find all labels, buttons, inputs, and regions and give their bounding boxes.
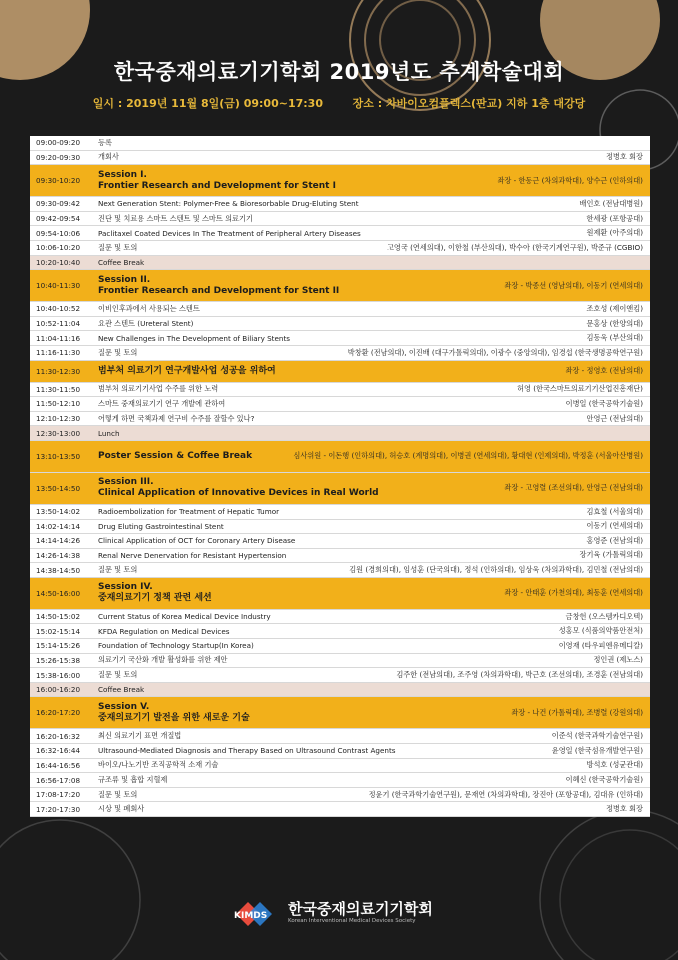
session-row (30, 441, 650, 473)
time-cell: 10:06-10:20 (36, 243, 81, 253)
session-subtitle: Frontier Research and Development for Stent II (98, 285, 340, 296)
speaker-cell: 정병호 회장 (605, 152, 643, 162)
speaker-cell: 좌장 - 정영호 (전남의대) (565, 366, 643, 376)
time-cell: 17:08-17:20 (36, 790, 81, 800)
break-row (30, 256, 650, 271)
session-row (30, 165, 650, 197)
time-cell: 09:20-09:30 (36, 152, 81, 162)
program-cell (98, 317, 193, 331)
time-cell: 11:30-11:50 (36, 384, 81, 394)
program-title: 등록 (98, 137, 112, 147)
program-cell (98, 197, 359, 211)
speaker-cell: 김주한 (전남의대), 조주영 (차의과학대), 박근호 (조선의대), 조경훈 (전남의대) (396, 670, 643, 680)
speaker-cell: 성홍모 (식품의약품안전처) (558, 626, 643, 636)
speaker-cell: 문홍상 (한양의대) (586, 318, 643, 328)
speaker-cell: 정윤기 (한국과학기술연구원), 문재연 (차의과학대), 장진아 (포항공대), 김대유 (인하대) (368, 789, 643, 799)
schedule-row (30, 639, 650, 654)
speaker-cell: 좌장 - 한동근 (차의과학대), 양수근 (인하의대) (497, 175, 643, 185)
speaker-cell: 좌장 - 나건 (가톨릭대), 조병렬 (강원의대) (511, 707, 643, 717)
speaker-cell: 정인권 (제노스) (593, 655, 643, 665)
speaker-cell: 좌장 - 고영렬 (조선의대), 안영근 (전남의대) (504, 483, 643, 493)
program-title: Clinical Application of OCT for Coronary Artery Disease (98, 536, 296, 546)
time-cell: 16:20-16:32 (36, 731, 81, 741)
schedule-row (30, 317, 650, 332)
speaker-cell: 조호성 (제이앤킴) (586, 303, 643, 313)
program-title: Ultrasound-Mediated Diagnosis and Therapy Based on Ultrasound Contrast Agents (98, 746, 396, 756)
program-title: 의료기기 국산화 개발 활성화를 위한 제안 (98, 655, 228, 665)
session-row (30, 697, 650, 729)
speaker-cell: 이동기 (연세의대) (586, 521, 643, 531)
time-cell: 13:50-14:50 (36, 483, 81, 493)
program-title: Renal Nerve Denervation for Resistant Hypertension (98, 550, 287, 560)
time-cell: 09:00-09:20 (36, 138, 81, 148)
program-title: Poster Session & Coffee Break (98, 450, 253, 461)
program-title: Session IV. (98, 582, 153, 593)
time-cell: 15:26-15:38 (36, 655, 81, 665)
program-title: KFDA Regulation on Medical Devices (98, 626, 230, 636)
schedule-table (30, 136, 650, 817)
program-title: 최신 의료기기 표면 개질법 (98, 731, 182, 741)
time-cell: 10:52-11:04 (36, 319, 81, 329)
program-cell (98, 729, 181, 743)
schedule-row (30, 773, 650, 788)
program-title: Current Status of Korea Medical Device Industry (98, 612, 271, 622)
time-cell: 16:56-17:08 (36, 775, 81, 785)
program-cell (98, 802, 144, 816)
program-cell (98, 578, 212, 609)
program-title: 질문 및 토의 (98, 789, 138, 799)
time-cell: 10:20-10:40 (36, 257, 81, 267)
break-row (30, 683, 650, 698)
time-cell: 16:44-16:56 (36, 760, 81, 770)
speaker-cell: 안영근 (전남의대) (586, 413, 643, 423)
program-cell (98, 361, 276, 382)
time-cell: 15:02-15:14 (36, 626, 81, 636)
program-cell (98, 534, 295, 548)
program-title: 어떻게 하면 국책과제 연구비 수주를 잘할수 있나? (98, 413, 255, 423)
time-cell: 14:50-15:02 (36, 612, 81, 622)
program-title: Session III. (98, 477, 154, 488)
speaker-cell: 장기육 (가톨릭의대) (579, 550, 643, 560)
svg-text:KIMDS: KIMDS (234, 911, 268, 921)
program-cell (98, 654, 227, 668)
schedule-row (30, 668, 650, 683)
society-logo (232, 896, 442, 932)
program-cell (98, 610, 271, 624)
speaker-cell: 좌장 - 박종선 (영남의대), 이동기 (연세의대) (504, 280, 643, 290)
time-cell: 17:20-17:30 (36, 804, 81, 814)
program-cell (98, 473, 379, 504)
program-title: Session I. (98, 169, 147, 180)
program-title: 질문 및 토의 (98, 242, 138, 252)
schedule-row (30, 302, 650, 317)
schedule-row (30, 610, 650, 625)
session-row (30, 361, 650, 383)
program-cell (98, 383, 218, 397)
schedule-row (30, 549, 650, 564)
time-cell: 14:38-14:50 (36, 565, 81, 575)
date-line: 일시 : 2019년 11월 8일(금) 09:00~17:30 (92, 97, 323, 110)
time-cell: 11:50-12:10 (36, 399, 81, 409)
time-cell: 11:30-12:30 (36, 366, 81, 376)
program-cell (98, 346, 137, 360)
program-cell (98, 563, 137, 577)
program-cell (98, 549, 286, 563)
schedule-row (30, 759, 650, 774)
speaker-cell: 심사위원 - 이돈행 (인하의대), 허승호 (계명의대), 이병권 (연세의대), 황대현 (인제의대), 박정훈 (서울아산병원) (293, 451, 643, 461)
speaker-cell: 이혜신 (한국공학기술원) (565, 775, 643, 785)
program-cell (98, 241, 137, 255)
speaker-cell: 한세광 (포항공대) (586, 213, 643, 223)
speaker-cell: 윤영일 (한국섬유개발연구원) (551, 745, 643, 755)
schedule-row (30, 563, 650, 578)
program-title: Drug Eluting Gastrointestinal Stent (98, 521, 224, 531)
speaker-cell: 원제환 (아주의대) (586, 228, 643, 238)
speaker-cell: 고영국 (연세의대), 이한철 (부산의대), 박수아 (한국기계연구원), 박준규 (CGBIO) (386, 242, 643, 252)
program-title: 개회사 (98, 152, 119, 162)
time-cell: 14:02-14:14 (36, 521, 81, 531)
schedule-row (30, 788, 650, 803)
schedule-row (30, 241, 650, 256)
program-cell (98, 165, 336, 196)
time-cell: 09:54-10:06 (36, 228, 81, 238)
program-title: Next Generation Stent: Polymer-Free & Bioresorbable Drug-Eluting Stent (98, 199, 359, 209)
schedule-row (30, 226, 650, 241)
program-title: 이비인후과에서 사용되는 스텐트 (98, 303, 200, 313)
society-english-name: Korean Interventional Medical Devices Society (288, 918, 416, 924)
program-title: Radioembolization for Treatment of Hepatic Tumor (98, 507, 280, 517)
speaker-cell: 이준석 (한국과학기술연구원) (551, 731, 643, 741)
speaker-cell: 정병호 회장 (605, 804, 643, 814)
time-cell: 13:10-13:50 (36, 451, 81, 461)
program-cell (98, 331, 290, 345)
program-title: 질문 및 토의 (98, 565, 138, 575)
program-cell (98, 683, 144, 697)
program-cell (98, 136, 112, 150)
time-cell: 10:40-11:30 (36, 281, 81, 291)
session-subtitle: 중재의료기기 정책 관련 세션 (98, 593, 212, 604)
time-cell: 11:04-11:16 (36, 333, 81, 343)
schedule-row (30, 412, 650, 427)
program-cell (98, 302, 200, 316)
session-row (30, 270, 650, 302)
schedule-row (30, 151, 650, 166)
speaker-cell: 좌장 - 안태훈 (가천의대), 최동훈 (연세의대) (504, 588, 643, 598)
schedule-row (30, 331, 650, 346)
event-title: 한국중재의료기기학회 2019년도 추계학술대회 (113, 60, 565, 84)
program-title: Paclitaxel Coated Devices In The Treatment of Peripheral Artery Diseases (98, 228, 361, 238)
schedule-row (30, 136, 650, 151)
schedule-row (30, 534, 650, 549)
time-cell: 15:14-15:26 (36, 641, 81, 651)
program-cell (98, 773, 167, 787)
program-cell (98, 256, 144, 270)
program-title: 질문 및 토의 (98, 347, 138, 357)
program-cell (98, 270, 339, 301)
program-title: Session II. (98, 274, 151, 285)
schedule-row (30, 197, 650, 212)
program-cell (98, 624, 230, 638)
program-cell (98, 151, 119, 165)
program-title: 질문 및 토의 (98, 670, 138, 680)
break-row (30, 426, 650, 441)
program-title: 시상 및 폐회사 (98, 804, 145, 814)
program-cell (98, 426, 120, 440)
event-info (0, 95, 678, 111)
time-cell: 10:40-10:52 (36, 304, 81, 314)
program-cell (98, 505, 279, 519)
time-cell: 12:30-13:00 (36, 428, 81, 438)
program-title: Foundation of Technology Startup(In Korea) (98, 641, 254, 651)
schedule-row (30, 654, 650, 669)
session-subtitle: Frontier Research and Development for Stent I (98, 180, 336, 191)
schedule-row (30, 624, 650, 639)
speaker-cell: 김효철 (서울의대) (586, 506, 643, 516)
speaker-cell: 이영재 (타우피엔유메디칼) (558, 640, 643, 650)
schedule-row (30, 383, 650, 398)
schedule-row (30, 505, 650, 520)
speaker-cell: 금창헌 (오스템카디오텍) (565, 611, 643, 621)
time-cell: 09:30-10:20 (36, 176, 81, 186)
program-cell (98, 520, 224, 534)
speaker-cell: 방석호 (성균관대) (586, 760, 643, 770)
time-cell: 09:30-09:42 (36, 199, 81, 209)
session-row (30, 473, 650, 505)
schedule-row (30, 520, 650, 535)
schedule-row (30, 346, 650, 361)
time-cell: 13:50-14:02 (36, 507, 81, 517)
time-cell: 12:10-12:30 (36, 414, 81, 424)
program-cell (98, 788, 137, 802)
program-title: Session V. (98, 701, 150, 712)
program-cell (98, 212, 253, 226)
schedule-row (30, 212, 650, 227)
speaker-cell: 홍영준 (전남의대) (586, 535, 643, 545)
program-title: 범부처 의료기기사업 수주를 위한 노력 (98, 384, 219, 394)
program-title: 스마트 중재의료기기 연구 개발에 관하여 (98, 398, 226, 408)
speaker-cell: 박창환 (전남의대), 이진배 (대구가톨릭의대), 이광수 (중앙의대), 임경섭 (한국생명공학연구원) (347, 347, 643, 357)
schedule-row (30, 802, 650, 817)
program-title: 진단 및 치료용 스마트 스텐트 및 스마트 의료기기 (98, 213, 253, 223)
program-cell (98, 441, 252, 472)
program-cell (98, 397, 225, 411)
time-cell: 14:14-14:26 (36, 536, 81, 546)
program-title: 바이오/나노기반 조직공학적 소재 기술 (98, 760, 219, 770)
program-title: Coffee Break (98, 257, 145, 267)
speaker-cell: 김원 (경희의대), 임성훈 (단국의대), 정석 (인하의대), 임상욱 (차의과학대), 김민철 (전남의대) (349, 565, 643, 575)
society-name: 한국중재의료기기학회 (288, 900, 433, 918)
time-cell: 09:42-09:54 (36, 214, 81, 224)
program-cell (98, 639, 254, 653)
program-cell (98, 668, 137, 682)
session-subtitle: 중재의료기기 발전을 위한 새로운 기술 (98, 712, 250, 723)
speaker-cell: 이병일 (한국공학기술원) (565, 398, 643, 408)
program-cell (98, 226, 361, 240)
program-cell (98, 759, 218, 773)
time-cell: 16:20-17:20 (36, 708, 81, 718)
kimds-logo-icon (232, 898, 284, 930)
time-cell: 14:50-16:00 (36, 588, 81, 598)
program-cell (98, 697, 250, 728)
time-cell: 16:32-16:44 (36, 746, 81, 756)
speaker-cell: 김동욱 (부산의대) (586, 333, 643, 343)
time-cell: 15:38-16:00 (36, 670, 81, 680)
schedule-row (30, 744, 650, 759)
session-row (30, 578, 650, 610)
time-cell: 11:16-11:30 (36, 348, 81, 358)
schedule-row (30, 397, 650, 412)
program-cell (98, 744, 396, 758)
schedule-row (30, 729, 650, 744)
program-title: 범부처 의료기기 연구개발사업 성공을 위하여 (98, 365, 276, 376)
venue-line: 장소 : 차바이오컴플렉스(판교) 지하 1층 대강당 (352, 97, 586, 110)
speaker-cell: 배인호 (전남대병원) (579, 198, 643, 208)
program-title: 규조류 및 흡합 지혈제 (98, 775, 168, 785)
speaker-cell: 허영 (한국스마트의료기기산업진흥재단) (517, 384, 643, 394)
program-title: New Challenges in The Development of Biliary Stents (98, 333, 291, 343)
program-title: 요관 스텐트 (Ureteral Stent) (98, 318, 194, 328)
time-cell: 16:00-16:20 (36, 685, 81, 695)
session-subtitle: Clinical Application of Innovative Devices in Real World (98, 488, 379, 499)
program-title: Coffee Break (98, 685, 145, 695)
program-title: Lunch (98, 428, 120, 438)
program-cell (98, 412, 254, 426)
time-cell: 14:26-14:38 (36, 550, 81, 560)
